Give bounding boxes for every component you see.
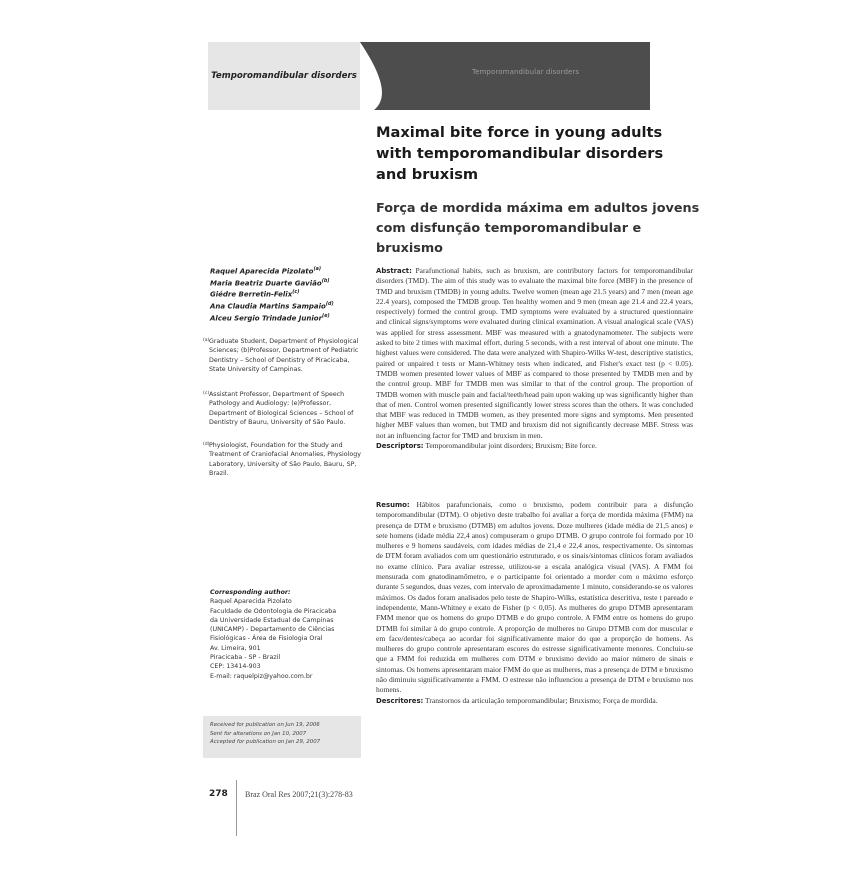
corresponding-line: Piracicaba - SP - Brazil: [210, 654, 281, 662]
section-band-dark: [360, 42, 650, 110]
resumo: [376, 500, 693, 706]
corresponding-line: CEP: 13414-903: [210, 663, 261, 671]
section-label: Temporomandibular disorders: [211, 71, 357, 81]
corresponding-email: E-mail: raquelpiz@yahoo.com.br: [210, 672, 313, 680]
publication-dates: [203, 716, 361, 758]
corresponding-line: (UNICAMP) - Departamento de Ciências: [210, 626, 335, 634]
author: Maria Beatriz Duarte Gavião$^{(b)}$: [210, 278, 330, 288]
descritores-text: Transtornos da articulação temporomandibular; Bruxismo; Força de mordida.: [425, 695, 658, 705]
abstract: [376, 266, 693, 451]
author: Alceu Sergio Trindade Junior$^{(e)}$: [210, 313, 330, 323]
descritores-label: Descritores:: [376, 696, 424, 705]
abstract-text: Parafunctional habits, such as bruxism, are contributory factors for temporomandibular disorders (TMD). The aim of this study was to evaluate the maximal bite force (MBF) in the presence of TMD and bruxism (TMDB) in young adults. Twelve women (mean age 21.5 years) and 7 men (mean age 22.4 years), composed the TMDB group. Ten healthy women and 9 men (mean age 21.4 and 22.4 years, respectively) formed the control group. TMD symptoms were evaluated by a structured questionnaire and clinical signs/symptoms were evaluated during clinical examination. A visual analogical scale (VAS) was applied for stress assessment. MBF was measured with a gnatodynamometer. The subjects were asked to bite 2 times with maximal effort, during 5 seconds, with a rest interval of about one minute. The highest values were considered. The data were analyzed with Shapiro-Wilks W-test, descriptive statistics, paired or unpaired t tests or Mann-Whitney tests when indicated, and Fisher's exact test (p < 0.05). TMDB women presented lower values of MBF as compared to those presented by TMDB men and by the control group. MBF for TMDB men was similar to that of the control group. The proportion of TMDB women with muscle pain and facial/teeth/head pain upon waking up was significantly higher than that of men. Control women presented significantly lower stress scores than the others. It was concluded that MBF was reduced in TMDB women, as they presented more signs and symptoms. Men presented higher MBF values than women, but TMD and bruxism did not significantly decrease MBF. Stress was not an influencing factor for TMD and bruxism in men.: [376, 266, 694, 440]
descriptors-text: Temporomandibular joint disorders; Bruxism; Bite force.: [425, 441, 597, 451]
author-list: [210, 265, 370, 324]
accepted-date: Accepted for publication on Jan 29, 2007: [210, 739, 321, 746]
received-date: Received for publication on Jun 19, 2006: [210, 722, 320, 728]
journal-citation: Braz Oral Res 2007;21(3):278-83: [245, 790, 353, 799]
corresponding-line: Raquel Aparecida Pizolato: [210, 598, 292, 606]
abstract-label: Abstract:: [376, 267, 412, 275]
corresponding-author: [210, 588, 370, 681]
corresponding-line: da Universidade Estadual de Campinas: [210, 616, 334, 624]
descriptors-label: Descriptors:: [376, 442, 424, 451]
corresponding-line: Av. Limeira, 901: [210, 644, 261, 652]
affiliation: (c) Assistant Professor, Department of Speech Pathology and Audiology; (e)Professor, Department of Biological Sciences – School of Dentistry of Bauru, University of São Paulo.: [203, 391, 354, 426]
affiliation: (a) Graduate Student, Department of Physiological Sciences; (b)Professor, Department of Pediatric Dentistry – School of Dentistry of Piracicaba, State University of Campinas.: [203, 338, 359, 373]
article-title-portuguese: Força de mordida máxima em adultos jovens com disfunção temporomandibular e bruxismo: [376, 201, 700, 256]
author: Raquel Aparecida Pizolato$^{(a)}$: [210, 267, 322, 276]
sent-for-alterations-date: Sent for alterations on Jan 10, 2007: [210, 730, 307, 737]
resumo-label: Resumo:: [376, 501, 410, 509]
corresponding-line: Faculdade de Odontologia de Piracicaba: [210, 607, 337, 615]
footer-divider: [236, 780, 237, 836]
resumo-text: Hábitos parafuncionais, como o bruxismo, podem contribuir para a disfunção temporomandibular (DTM). O objetivo deste trabalho foi avaliar a força de mordida máxima (FMM) na presença de DTM e bruxismo (DTMB) em adultos jovens. Doze mulheres (idade média de 21,5 anos) e sete homens (idade média 22,4 anos) compuseram o grupo DTMB. O grupo controle foi formado por 10 mulheres e 9 homens saudáveis, com idades médias de 21,4 e 22,4 anos, respectivamente. Os sintomas de DTM foram avaliados com um questionário estruturado, e os sinais/sintomas clínicos foram avaliados no exame clínico. Para avaliar estresse, utilizou-se a escala analógica visual (VAS). A FMM foi mensurada com gnatodinamômetro, e o participante foi orientado a morder com o máximo esforço durante 5 segundos, duas vezes, com intervalo de aproximadamente 1 minuto, considerando-se os valores máximos. Os dados foram analisados pelo teste de Shapiro-Wilks, estatística descritiva, teste t pareado e independente, Mann-Whitney e exato de Fisher (p < 0,05). As mulheres do grupo DTMB apresentaram FMM menor que os homens do grupo DTMB e do grupo controle. A FMM entre os homens do grupo DTMB foi similar à do grupo controle. A proporção de mulheres no Grupo DTMB com dor muscular e em face/dentes/cabeça ao acordar foi significativamente maior do que a proporção de homens. As mulheres do grupo controle apresentaram escores do estresse significativamente menores. Concluiu-se que a FMM foi reduzida em mulheres com DTM e bruxismo devido ao maior número de sinais e sintomas. Os homens apresentaram maior FMM do que as mulheres, mas a presença de DTM e bruxismo não diminuiu significativamente a FMM. O estresse não influenciou a presença de DTM e bruxismo nos homens.: [376, 500, 694, 695]
corresponding-author-heading: Corresponding author:: [210, 589, 291, 596]
affiliation: (d) Physiologist, Foundation for the Study and Treatment of Craniofacial Anomalies, Physiology Laboratory, University of São Paulo, Bauru, SP, Brazil.: [203, 442, 361, 477]
article-title-english: Maximal bite force in young adults with temporomandibular disorders and bruxism: [376, 124, 664, 183]
running-title: Temporomandibular disorders: [472, 68, 580, 76]
page-number: 278: [209, 789, 228, 799]
author: Giédre Berretin-Felix$^{(c)}$: [210, 290, 300, 299]
corresponding-line: Fisiológicas - Área de Fisiologia Oral: [210, 635, 323, 643]
author: Ana Claudia Martins Sampaio$^{(d)}$: [210, 302, 334, 311]
